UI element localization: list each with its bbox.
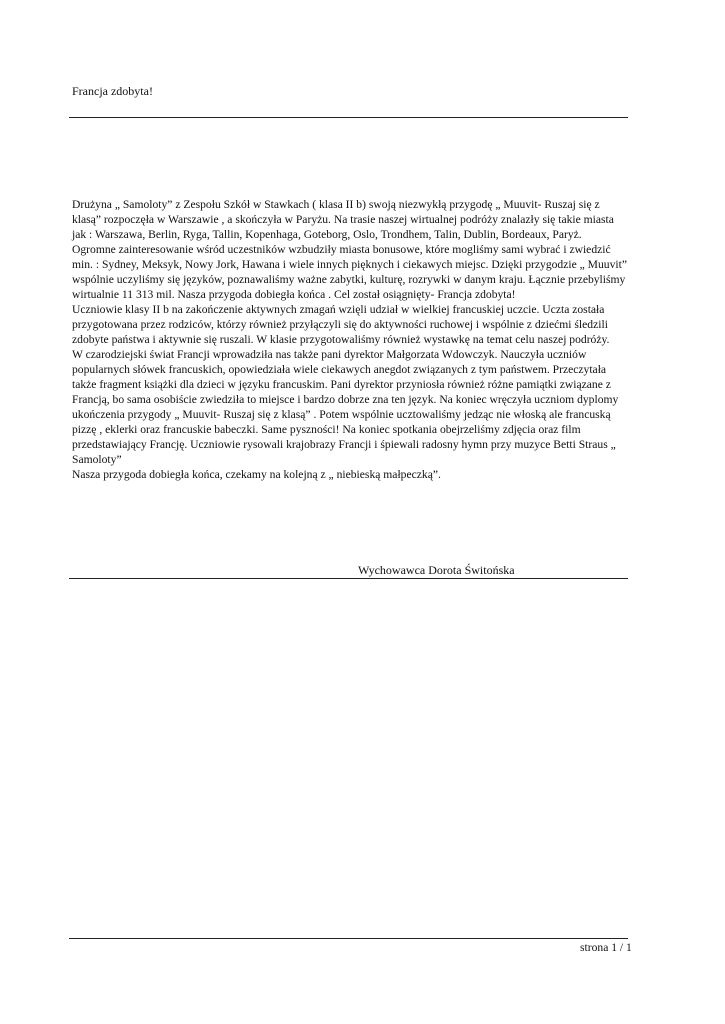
signature: Wychowawca Dorota Świtońska: [358, 563, 515, 577]
article-line: popularnych słówek francuskich, opowiedziała wiele ciekawych anegdot związanych z tym państwem. Przeczytała: [72, 363, 607, 376]
article-line: zdobyte państwa i aktywnie się ruszali. W klasie przygotowaliśmy również wystawkę na temat celu naszej podróży.: [72, 333, 610, 346]
page-number: strona 1 / 1: [580, 941, 632, 954]
footer-divider: [69, 938, 628, 939]
article-line: klasą” rozpoczęła w Warszawie , a skończyła w Paryżu. Na trasie naszej wirtualnej podróży znalazły się takie miasta: [72, 213, 614, 226]
article-line: przygotowana przez rodziców, którzy również przyłączyli się do aktywności ruchowej i wspólnie z dziećmi śledzili: [72, 318, 608, 331]
article-line: wspólnie uczyliśmy się języków, poznawaliśmy ważne zabytki, kulturę, rozrywki w danym kraju. Łącznie przebyliśmy: [72, 273, 626, 286]
article-line: także fragment książki dla dzieci w języku francuskim. Pani dyrektor przyniosła również różne pamiątki związane z: [72, 378, 611, 391]
article-line: Nasza przygoda dobiegła końca, czekamy na kolejną z „ niebieską małpeczką”.: [72, 468, 441, 481]
signature-divider: [69, 578, 628, 579]
header-divider: [69, 117, 628, 118]
article-line: Francją, bo sama osobiście zwiedziła to miejsce i bardzo dobrze zna ten język. Na koniec wręczyła uczniom dyplomy: [72, 393, 619, 406]
article-line: Samoloty”: [72, 453, 122, 466]
article-line: pizzę , eklerki oraz francuskie babeczki. Same pyszności! Na koniec spotkania obejrzeliśmy zdjęcia oraz film: [72, 423, 581, 436]
article-line: Ogromne zainteresowanie wśród uczestników wzbudziły miasta bonusowe, które mogliśmy sami wybrać i zwiedzić: [72, 243, 611, 256]
header-title: Francja zdobyta!: [72, 84, 153, 98]
article-line: Uczniowie klasy II b na zakończenie aktywnych zmagań wzięli udział w wielkiej francuskiej uczcie. Uczta została: [72, 303, 605, 316]
article-line: wirtualnie 11 313 mil. Nasza przygoda dobiegła końca . Cel został osiągnięty- Francja zdobyta!: [72, 288, 516, 301]
article-line: przedstawiający Francję. Uczniowie rysowali krajobrazy Francji i śpiewali radosny hymn przy muzyce Betti Straus „: [72, 438, 616, 451]
article-line: jak : Warszawa, Berlin, Ryga, Tallin, Kopenhaga, Goteborg, Oslo, Trondhem, Talin, Dublin, Bordeaux, Paryż.: [72, 228, 582, 241]
article-line: ukończenia przygody „ Muuvit- Ruszaj się z klasą” . Potem wspólnie ucztowaliśmy jedząc nie włoską ale francuską: [72, 408, 611, 421]
article-line: Drużyna „ Samoloty” z Zespołu Szkół w Stawkach ( klasa II b) swoją niezwykłą przygodę „ Muuvit- Ruszaj się z: [72, 198, 600, 211]
article-line: min. : Sydney, Meksyk, Nowy Jork, Hawana i wiele innych pięknych i ciekawych miejsc. Dzięki przygodzie „ Muuvit”: [72, 258, 627, 271]
article-line: W czarodziejski świat Francji wprowadziła nas także pani dyrektor Małgorzata Wdowczyk. Nauczyła uczniów: [72, 348, 587, 361]
article-body: [72, 197, 662, 482]
